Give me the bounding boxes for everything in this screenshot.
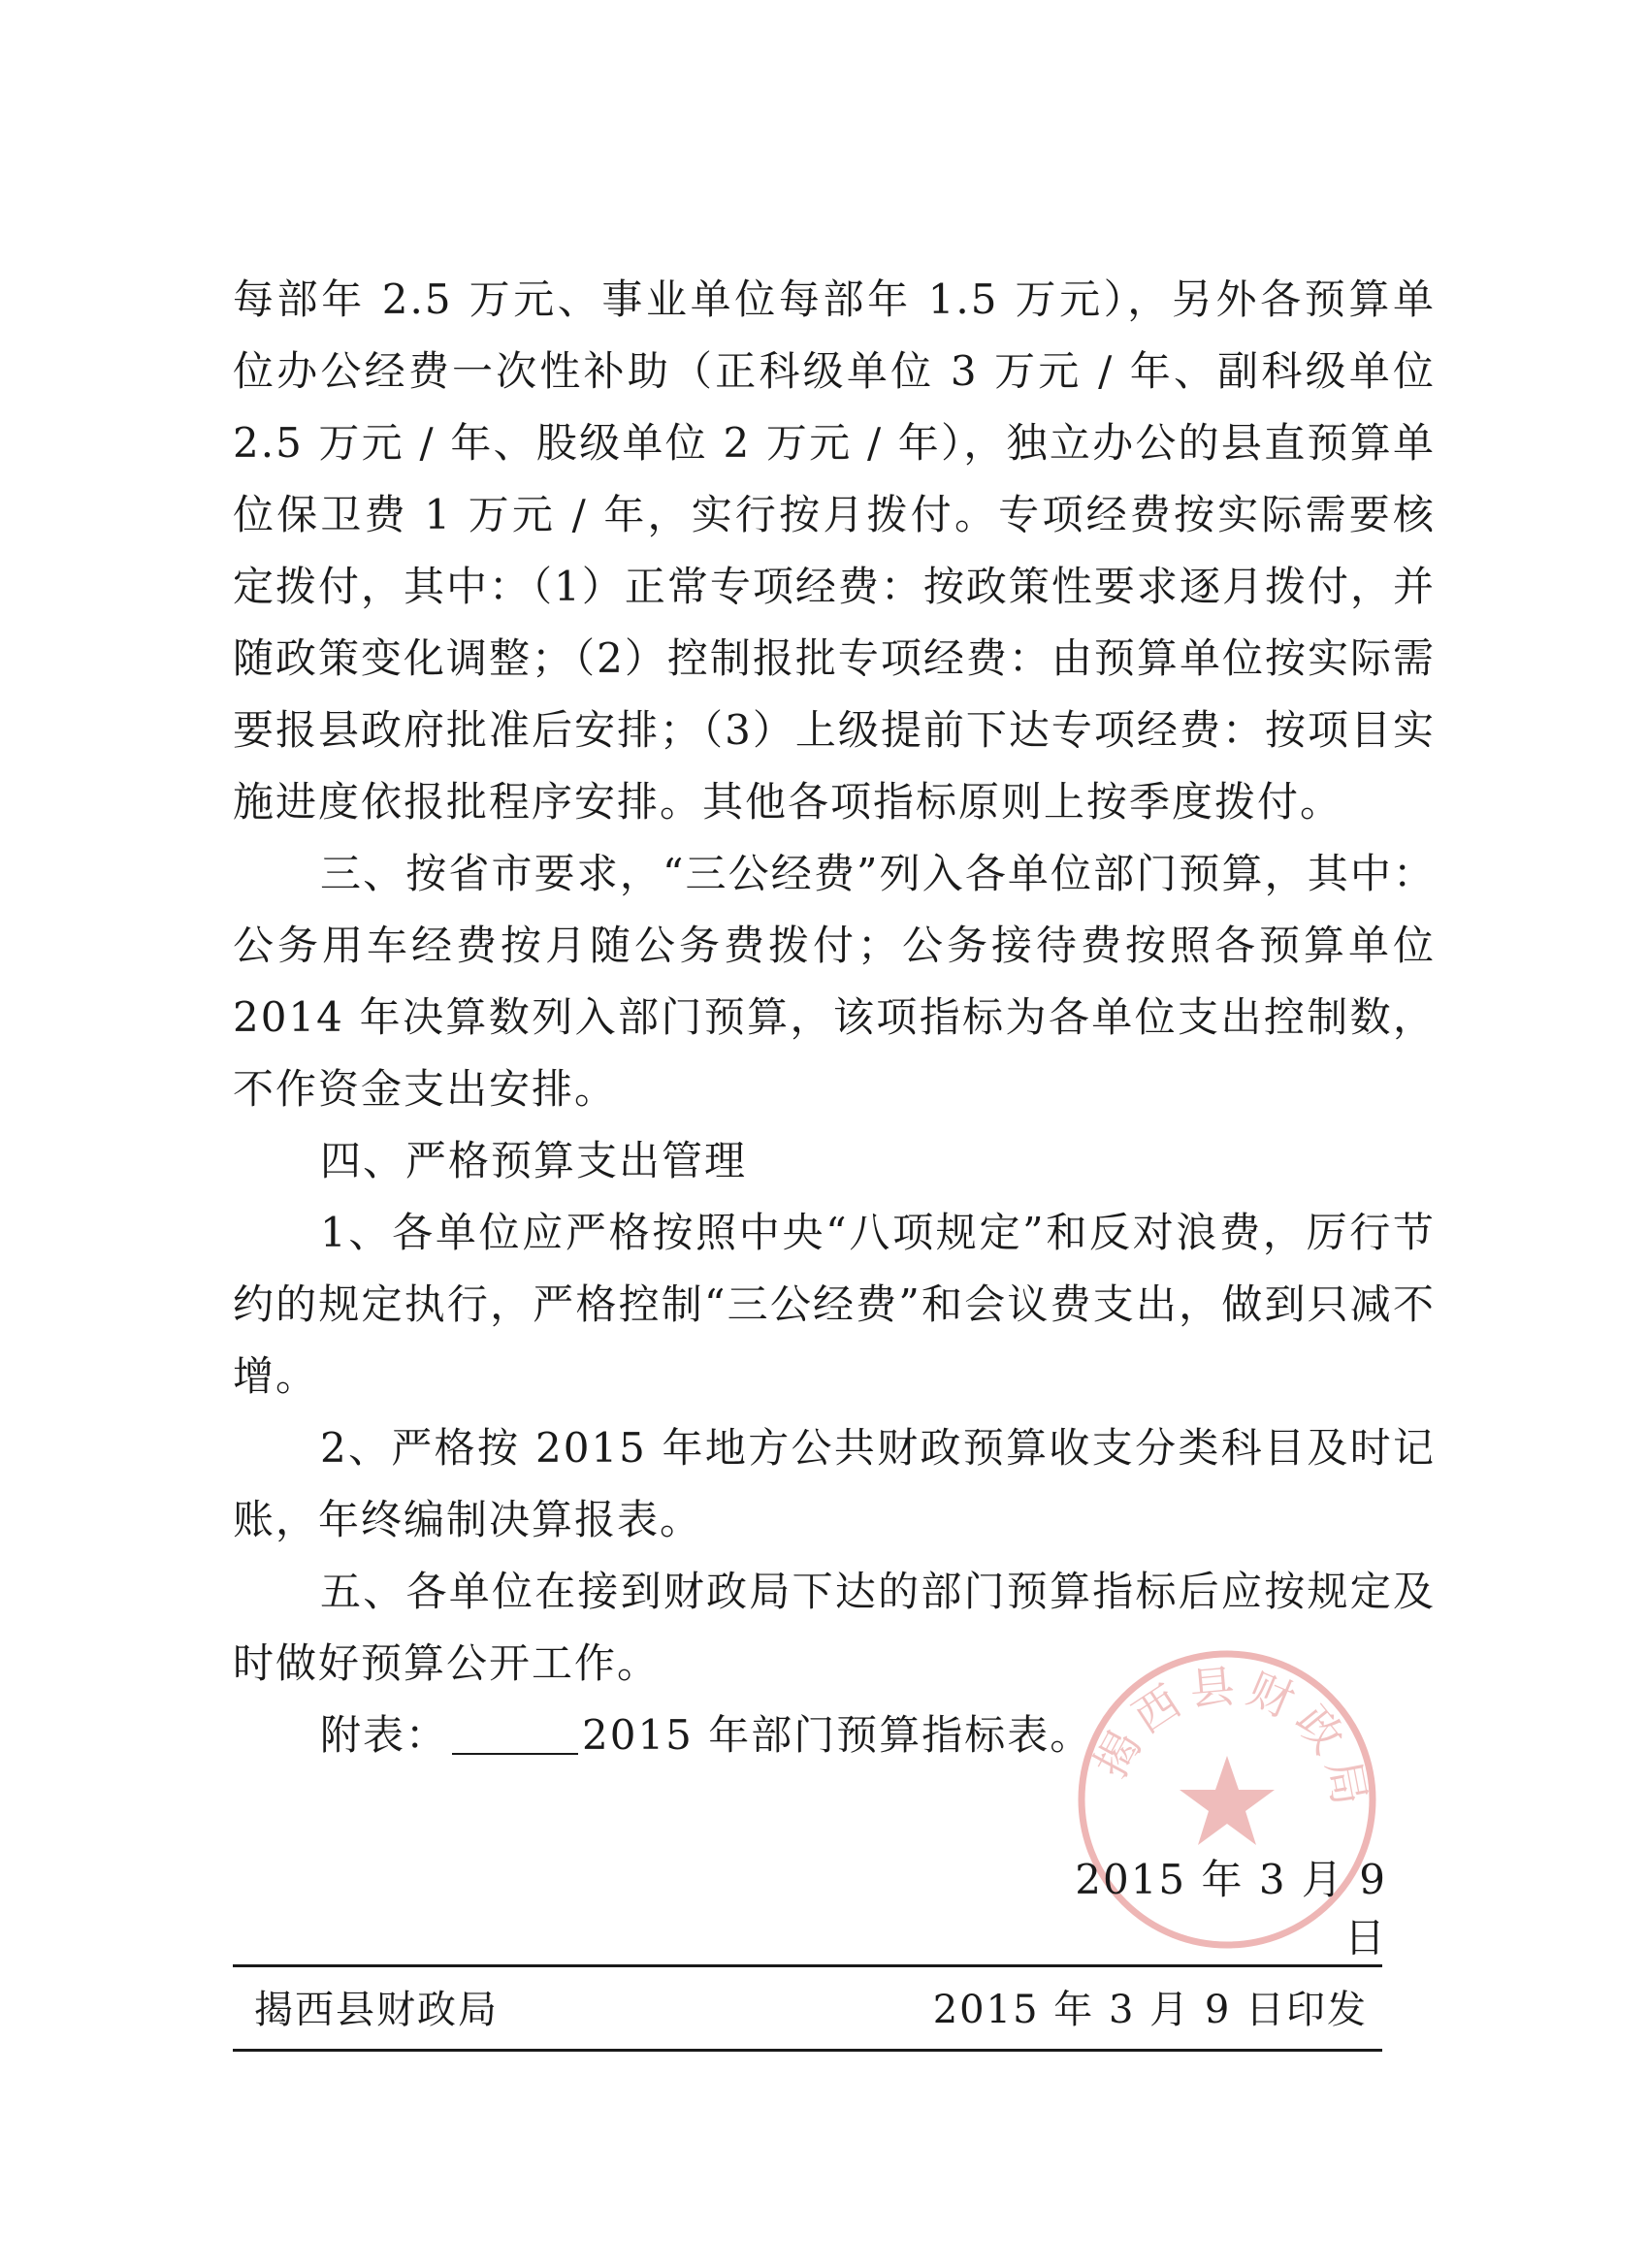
paragraph-section-5: 五、各单位在接到财政局下达的部门预算指标后应按规定及时做好预算公开工作。 (233, 1568, 1436, 1687)
footer-top-rule (233, 1964, 1382, 1967)
footer-print-date: 2015 年 3 月 9 日印发 (932, 1988, 1368, 2032)
document-body (233, 264, 1436, 1771)
paragraph-section-3: 三、按省市要求，“三公经费”列入各单位部门预算，其中：公务用车经费按月随公务费拨付；公务接待费按照各预算单位 2014 年决算数列入部门预算，该项指标为各单位支出控制数，不作资金支出安排。 (233, 850, 1436, 1113)
paragraph-item-2: 2、严格按 2015 年地方公共财政预算收支分类科目及时记账，年终编制决算报表。 (233, 1424, 1436, 1543)
seal-lettering: 揭西县财政局 (1083, 1659, 1378, 1818)
attachment-blank-underline (452, 1714, 578, 1755)
paragraph-continuation: 每部年 2.5 万元、事业单位每部年 1.5 万元），另外各预算单位办公经费一次性补助（正科级单位 3 万元 / 年、副科级单位 2.5 万元 / 年、股级单位 2 万元 / 年），独立办公的县直预算单位保卫费 1 万元 / 年，实行按月拨付。专项经费按实际需要核定拨付，其中：（1）正常专项经费：按政策性要求逐月拨付，并随政策变化调整；（2）控制报批专项经费：由预算单位按实际需要报县政府批准后安排；（3）上级提前下达专项经费：按项目实施进度依报批程序安排。其他各项指标原则上按季度拨付。 (233, 275, 1436, 826)
heading-section-4: 四、严格预算支出管理 (320, 1137, 748, 1184)
signature-date: 2015 年 3 月 9 日 (1075, 1856, 1387, 1961)
footer-bottom-rule (233, 2049, 1382, 2052)
paragraph-item-1: 1、各单位应严格按照中央“八项规定”和反对浪费，厉行节约的规定执行，严格控制“三公经费”和会议费支出，做到只减不增。 (233, 1209, 1436, 1400)
footer-issuer: 揭西县财政局 (254, 1988, 499, 2032)
attachment-prefix: 附表： (320, 1711, 449, 1759)
attachment-suffix: 2015 年部门预算指标表。 (582, 1711, 1093, 1759)
